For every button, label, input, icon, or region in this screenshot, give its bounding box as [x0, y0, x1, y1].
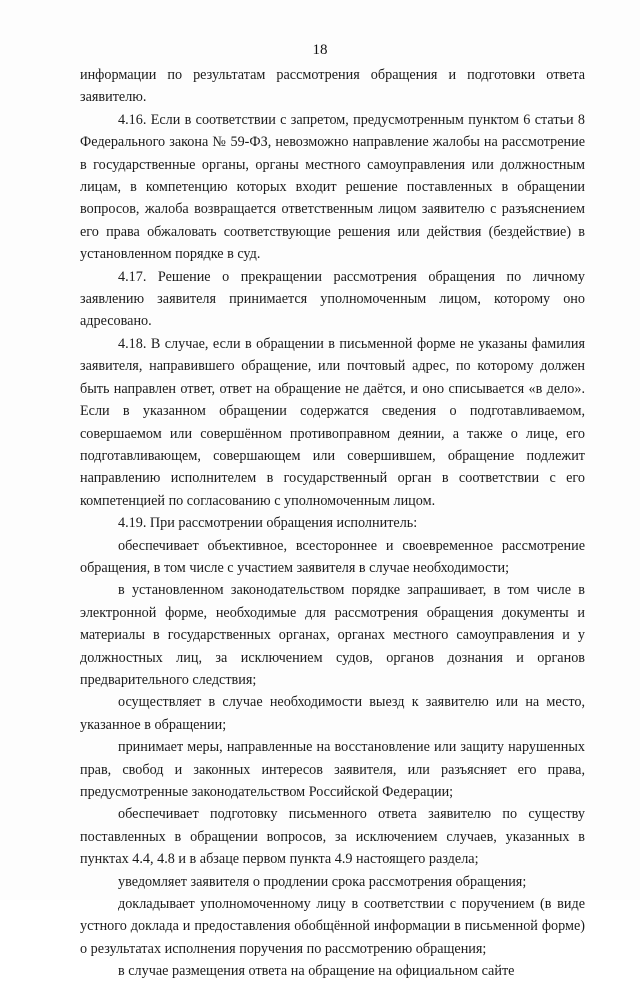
page-number: 18 [312, 42, 328, 58]
paragraph-4-19: 4.19. При рассмотрении обращения исполнитель: [118, 515, 418, 532]
list-item-report-results: докладывает уполномоченному лицу в соответствии с поручением (в виде устного доклада и предоставления обобщённой информации в письменной форме) о результатах исполнения поручения по рассмотрению обращения; [80, 896, 585, 957]
list-item-request-documents: в установленном законодательством порядке запрашивает, в том числе в электронной форме, необходимые для рассмотрения обращения документы и материалы в государственных органах, органах местного самоуправления и у должностных лиц, за исключением судов, органов дознания и органов предварительного следствия; [80, 582, 585, 688]
paragraph-continuation: информации по результатам рассмотрения обращения и подготовки ответа заявителю. [80, 67, 585, 106]
document-body [80, 64, 585, 983]
list-item-written-answer: обеспечивает подготовку письменного ответа заявителю по существу поставленных в обращении вопросов, за исключением случаев, указанных в пунктах 4.4, 4.8 и в абзаце первом пункта 4.9 настоящего раздела; [80, 806, 585, 868]
paragraph-4-17: 4.17. Решение о прекращении рассмотрения обращения по личному заявлению заявителя принимается уполномоченным лицом, которому оно адресовано. [80, 268, 585, 330]
list-item-restore-rights: принимает меры, направленные на восстановление или защиту нарушенных прав, свобод и законных интересов заявителя, или разъясняет его права, предусмотренные законодательством Российской Федерации; [80, 739, 585, 800]
paragraph-4-18: 4.18. В случае, если в обращении в письменной форме не указаны фамилия заявителя, направившего обращение, или почтовый адрес, по которому должен быть направлен ответ, ответ на обращение не даётся, и оно списывается «в дело». Если в указанном обращении содержатся сведения о подготавливаемом, совершаемом или совершённом противоправном деянии, а также о лице, его подготавливающем, совершающем или совершившем, обращение подлежит направлению исполнителем в государственный орган в соответствии с его компетенцией по согласованию с уполномоченным лицом. [80, 335, 585, 509]
list-item-notify-extension: уведомляет заявителя о продлении срока рассмотрения обращения; [118, 873, 527, 890]
list-item-site-visit: осуществляет в случае необходимости выезд к заявителю или на место, указанное в обращении; [80, 694, 585, 733]
paragraph-4-16: 4.16. Если в соответствии с запретом, предусмотренным пунктом 6 статьи 8 Федерального закона № 59-ФЗ, невозможно направление жалобы на рассмотрение в государственные органы, органы местного самоуправления или должностным лицам, в компетенцию которых входит решение поставленных в обращении вопросов, жалоба возвращается ответственным лицом заявителю с разъяснением его права обжаловать соответствующие решения или действия (бездействие) в установленном порядке в суд. [80, 111, 585, 263]
list-item-publish-answer: в случае размещения ответа на обращение на официальном сайте [118, 963, 515, 980]
list-item-objective-review: обеспечивает объективное, всестороннее и своевременное рассмотрение обращения, в том числе с участием заявителя в случае необходимости; [80, 537, 585, 576]
